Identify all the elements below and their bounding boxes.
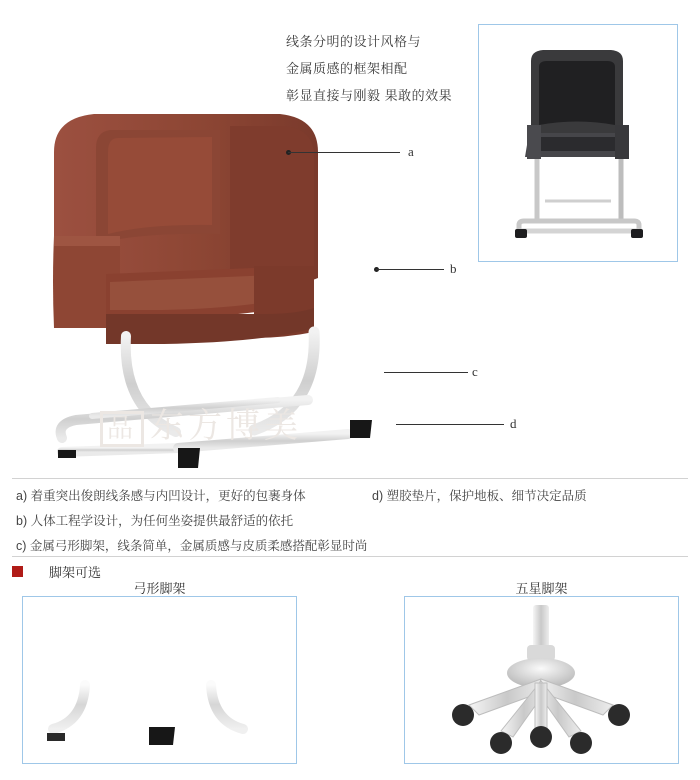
feature-notes: [12, 484, 688, 556]
watermark: [100, 398, 302, 447]
callout-a-line: [288, 152, 400, 153]
feature-notes-right: [372, 484, 692, 509]
feature-notes-left: [16, 484, 386, 559]
headline-line-2: 金属质感的框架相配: [286, 61, 408, 76]
callout-c-line: [384, 372, 468, 373]
callout-d-label: d: [510, 416, 517, 431]
note-a: a) 着重突出俊朗线条感与内凹设计，更好的包裹身体: [16, 489, 306, 503]
five-star-base-panel: [404, 596, 679, 764]
sled-base-photo: [23, 597, 296, 763]
five-star-base-photo: [405, 597, 678, 763]
callout-b-line: [376, 269, 444, 270]
panel-right-title: 五星脚架: [515, 581, 568, 596]
panel-left-title: 弓形脚架: [133, 581, 186, 596]
callout-a-label: a: [408, 144, 414, 159]
notes-divider-top: [12, 478, 688, 479]
black-chair-illustration: [479, 25, 677, 261]
note-b: b) 人体工程学设计，为任何坐姿提供最舒适的依托: [16, 514, 294, 528]
notes-divider-bottom: [12, 556, 688, 557]
callout-c-label: c: [472, 364, 478, 379]
note-c: c) 金属弓形脚架，线条简单，金属质感与皮质柔感搭配彰显时尚: [16, 539, 368, 553]
section-marker-icon: [12, 566, 23, 577]
callout-b-label: b: [450, 261, 457, 276]
watermark-logo: 品: [100, 411, 144, 447]
watermark-text: 东方博美: [150, 408, 303, 445]
note-d: d) 塑胶垫片，保护地板、细节决定品质: [372, 489, 587, 503]
sled-base-panel: [22, 596, 297, 764]
inset-black-chair-photo: [478, 24, 678, 262]
section-heading-label: 脚架可选: [49, 565, 102, 580]
callout-d-line: [396, 424, 504, 425]
headline-line-1: 线条分明的设计风格与: [286, 34, 422, 49]
headline-line-3: 彰显直接与刚毅 果敢的效果: [286, 88, 453, 103]
